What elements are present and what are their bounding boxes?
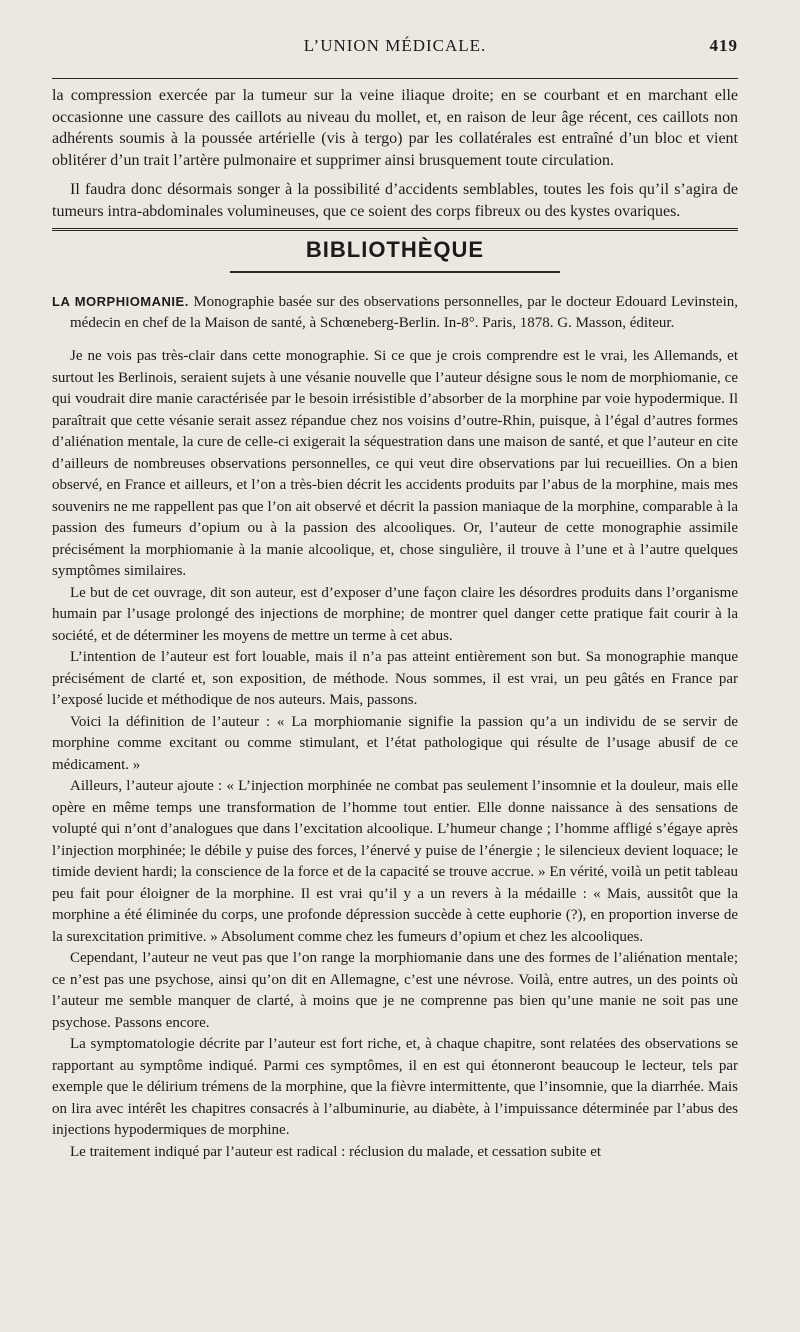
- section-title-rule: [230, 271, 560, 273]
- review-paragraph-5: Ailleurs, l’auteur ajoute : « L’injection morphinée ne combat pas seulement l’insomnie et la douleur, mais elle opère en même temps une transformation de l’homme tout entier. Elle donne naissance à des sensations de volupté qui n’ont d’analogues que dans l’excitation alcoolique. L’humeur change ; l’homme affligé s’égaye après l’injection morphinée; le débile y puise des forces, l’énervé y puise de l’énergie ; le silencieux devient loquace; le timide devient hardi; la conscience de la force et de la capacité se trouve accrue. » En vérité, voilà un petit tableau peu fait pour éloigner de la morphine. Il est vrai qu’il y a un revers à la médaille : « Mais, aussitôt que la morphine a été éliminée du corps, une profonde dépression succède à cette euphorie (?), en proportion inverse de la surexcitation primitive. » Absolument comme chez les fumeurs d’opium et chez les alcooliques.: [52, 778, 738, 945]
- section-title: BIBLIOTHÈQUE: [305, 237, 485, 262]
- review-paragraph-8: Le traitement indiqué par l’auteur est radical : réclusion du malade, et cessation subite et: [70, 1143, 602, 1160]
- entry-title: LA MORPHIOMANIE.: [52, 294, 189, 309]
- review-paragraph-6: Cependant, l’auteur ne veut pas que l’on range la morphiomanie dans une des formes de l’aliénation mentale; ce n’est pas une psychose, ainsi qu’on dit en Allemagne, c’est une névrose. Voilà, entre autres, un des points où l’auteur me semble manquer de clarté, à moins que je ne comprenne pas bien qu’une manie ne soit pas une psychose. Passons encore.: [52, 950, 738, 1031]
- review-paragraph-1: Je ne vois pas très-clair dans cette monographie. Si ce que je crois comprendre est le vrai, les Allemands, et surtout les Berlinois, seraient sujets à une vésanie nouvelle que l’auteur désigne sous le nom de morphiomanie, ce qui voudrait dire manie caractérisée par le besoin irrésistible d’absorber de la morphine par voie hypodermique. Il paraîtrait que cette vésanie serait assez répandue chez nos voisins d’outre-Rhin, puisque, à l’égal d’autres formes d’aliénation mentale, la cure de celle-ci exigerait la séquestration dans une maison de santé, et que l’auteur en cite d’ailleurs de nombreuses observations personnelles, ce qui veut dire observations par lui recueillies. On a bien observé, en France et ailleurs, et l’on a très-bien décrit les accidents produits par l’abus de la morphine, mais mes souvenirs ne me rappellent pas que l’on ait observé et décrit la passion maniaque de la morphine, comparable à la passion des fumeurs d’opium ou à la passion des alcooliques. Or, l’auteur de cette monographie assimile précisément la morphiomanie à la manie alcoolique, et, chose singulière, il trouve à l’une et à l’autre quelques symptômes similaires.: [52, 348, 738, 579]
- running-title: L’UNION MÉDICALE.: [303, 36, 487, 55]
- intro-paragraph-1: la compression exercée par la tumeur sur la veine iliaque droite; en se courbant et en marchant elle occasionne une cassure des caillots au niveau du mollet, et, en raison de leur âge récent, ces caillots non adhérents soumis à la poussée artérielle (vis à tergo) par les collatérales est entraîné d’un bloc et vient oblitérer d’un trait l’artère pulmonaire et supprimer ainsi brusquement toute circulation.: [52, 87, 738, 169]
- review-paragraph-3: L’intention de l’auteur est fort louable, mais il n’a pas atteint entièrement son but. Sa monographie manque précisément de clarté et, son exposition, de méthode. Nous sommes, il est vrai, un peu gâtés en France par l’exposé lucide et méthodique de nos auteurs. Mais, passons.: [52, 649, 738, 708]
- section-divider: [52, 228, 738, 231]
- section-heading: [52, 235, 738, 265]
- review-paragraph-2: Le but de cet ouvrage, dit son auteur, est d’exposer d’une façon claire les désordres produits dans l’organisme humain par l’usage prolongé des injections de morphine; de montrer quel danger cette pratique fait courir à la société, et de déterminer les moyens de mettre un terme à cet abus.: [52, 584, 738, 644]
- review-body: [52, 346, 738, 1163]
- review-paragraph-4: Voici la définition de l’auteur : « La morphiomanie signifie la passion qu’a un individu de se servir de morphine comme excitant ou comme stimulant, et l’état pathologique qui résulte de l’usage abusif de ce médicament. »: [52, 713, 738, 773]
- running-head: [52, 34, 738, 64]
- header-rule: [52, 78, 738, 79]
- intro-paragraph-2: Il faudra donc désormais songer à la possibilité d’accidents semblables, toutes les fois qu’il s’agira de tumeurs intra-abdominales volumineuses, que ce soient des corps fibreux ou des kystes ovariques.: [52, 181, 738, 220]
- entry-details: Monographie basée sur des observations personnelles, par le docteur Edouard Levinstein, médecin en chef de la Maison de santé, à Schœneberg-Berlin. In-8°. Paris, 1878. G. Masson, éditeur.: [70, 294, 739, 331]
- bibliographic-entry: [52, 291, 738, 334]
- review-paragraph-7: La symptomatologie décrite par l’auteur est fort riche, et, à chaque chapitre, sont relatées des observations se rapportant au symptôme indiqué. Parmi ces symptômes, il en est qui étonneront beaucoup le lecteur, tels par exemple que le délirium trémens de la morphine, que la fièvre intermittente, que l’insomnie, que la diarrhée. Mais on lira avec intérêt les chapitres consacrés à l’albuminurie, au diabète, à l’impuissance déterminée par l’abus des injections hypodermiques de morphine.: [52, 1036, 738, 1138]
- page-number: 419: [709, 36, 738, 55]
